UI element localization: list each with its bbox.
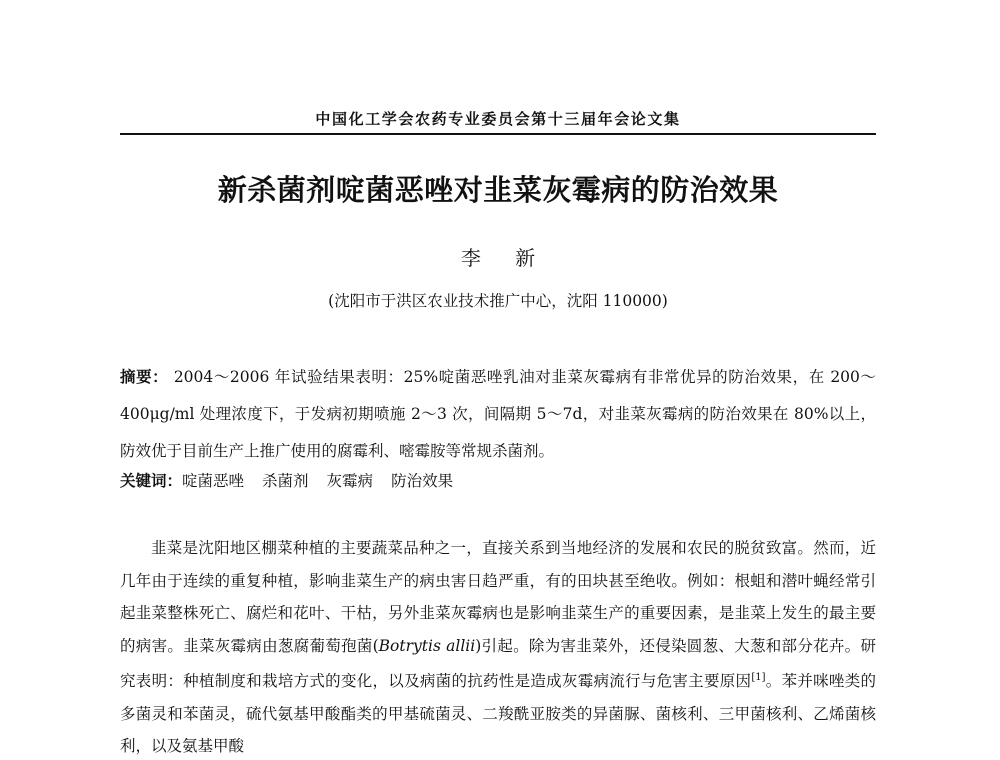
header-divider — [120, 133, 876, 135]
body-text-part: 韭菜是沈阳地区棚菜种植的主要蔬菜品种之一，直接关系到当地经济的发展和农民的脱贫致富。然而，近几年由于连续的重复种植，影响韭菜生产的病虫害日趋严重，有的田块甚至绝收。例如：根蛆和潜叶蝇经常引起韭菜整株死亡、腐烂和花叶、干枯，另外韭菜灰霉病也是影响韭菜生产的重要因素，是韭菜上发生的最主要的病害。韭菜灰霉病由葱腐葡萄孢菌( — [120, 539, 876, 655]
keyword-item: 灰霉病 — [326, 472, 374, 490]
body-paragraph — [120, 532, 876, 760]
keyword-item: 啶菌恶唑 — [182, 472, 245, 490]
author-affiliation: (沈阳市于洪区农业技术推广中心，沈阳 110000) — [328, 292, 668, 310]
body-text-part: 。苯并咪唑类的多菌灵和苯菌灵，硫代氨基甲酸酯类的甲基硫菌灵、二羧酰亚胺类的异菌脲、菌核利、三甲菌核利、乙烯菌核利，以及氨基甲酸 — [120, 672, 876, 756]
keywords-label: 关键词： — [120, 471, 183, 490]
article-title: 新杀菌剂啶菌恶唑对韭菜灰霉病的防治效果 — [217, 173, 779, 207]
pathogen-latin-name: Botrytis allii — [378, 636, 476, 655]
abstract-label: 摘要： — [120, 367, 169, 386]
citation-reference: [1] — [751, 672, 766, 683]
abstract — [120, 358, 876, 470]
keyword-item: 防治效果 — [391, 472, 454, 490]
body-text-part: )引起。除为害韭菜外，还侵染圆葱、大葱和部分花卉。研究表明：种植制度和栽培方式的变化，以及病菌的抗药性是造成灰霉病流行与危害主要原因 — [120, 636, 876, 691]
keywords — [120, 467, 876, 495]
keyword-item: 杀菌剂 — [262, 472, 309, 490]
running-header: 中国化工学会农药专业委员会第十三届年会论文集 — [315, 110, 681, 128]
abstract-text: 2004～2006 年试验结果表明：25%啶菌恶唑乳油对韭菜灰霉病有非常优异的防治效果，在 200～400μg/ml 处理浓度下，于发病初期喷施 2～3 次，间隔期 5～7d，对韭菜灰霉病的防治效果在 80%以上，防效优于目前生产上推广使用的腐霉利、嘧霉胺等常规杀菌剂。 — [120, 368, 876, 460]
author-name: 李 新 — [460, 246, 550, 270]
